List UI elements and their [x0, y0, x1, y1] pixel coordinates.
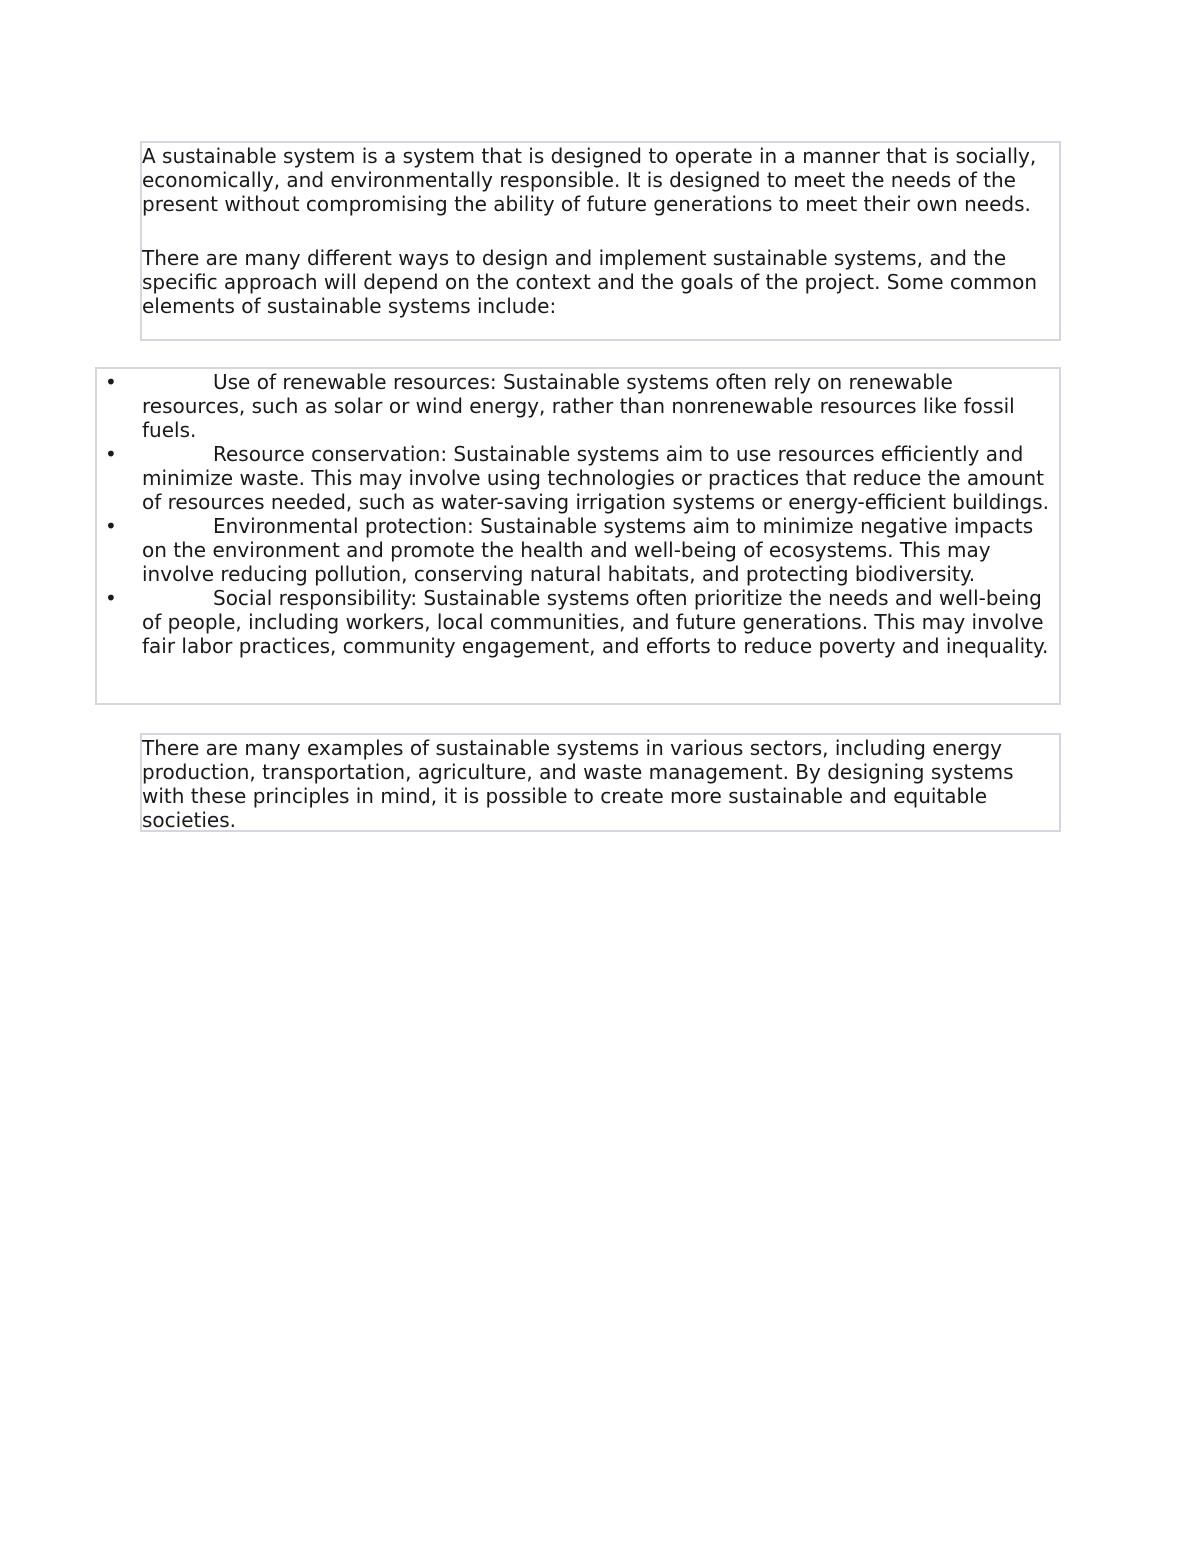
intro-text-block — [140, 141, 1061, 341]
closing-text-block — [140, 733, 1061, 832]
list-item — [97, 442, 1059, 514]
list-item — [97, 514, 1059, 586]
intro-paragraph-1: A sustainable system is a system that is designed to operate in a manner that is socially, economically, and environmentally responsible. It is designed to meet the needs of the present without compromising the ability of future generations to meet their own needs. — [142, 144, 1037, 216]
list-item-text: Social responsibility: Sustainable systems often prioritize the needs and well-being of people, including workers, local communities, and future generations. This may involve fair labor practices, community engagement, and efforts to reduce poverty and inequality. — [142, 586, 1049, 658]
closing-paragraph: There are many examples of sustainable systems in various sectors, including energy production, transportation, agriculture, and waste management. By designing systems with these principles in mind, it is possible to create more sustainable and equitable societies. — [142, 736, 1014, 832]
bullet-icon: • — [105, 586, 117, 610]
list-item — [97, 370, 1059, 442]
elements-list — [97, 370, 1059, 658]
bullet-icon: • — [105, 370, 117, 394]
elements-list-block — [95, 367, 1061, 705]
list-item — [97, 586, 1059, 658]
intro-paragraph-2: There are many different ways to design and implement sustainable systems, and the specific approach will depend on the context and the goals of the project. Some common elements of sustainable systems include: — [142, 246, 1037, 318]
list-item-text: Use of renewable resources: Sustainable systems often rely on renewable resources, such as solar or wind energy, rather than nonrenewable resources like fossil fuels. — [142, 370, 1015, 442]
list-item-text: Environmental protection: Sustainable systems aim to minimize negative impacts on the environment and promote the health and well-being of ecosystems. This may involve reducing pollution, conserving natural habitats, and protecting biodiversity. — [142, 514, 1034, 586]
list-item-text: Resource conservation: Sustainable systems aim to use resources efficiently and minimize waste. This may involve using technologies or practices that reduce the amount of resources needed, such as water-saving irrigation systems or energy-efficient buildings. — [142, 442, 1050, 514]
bullet-icon: • — [105, 514, 117, 538]
bullet-icon: • — [105, 442, 117, 466]
